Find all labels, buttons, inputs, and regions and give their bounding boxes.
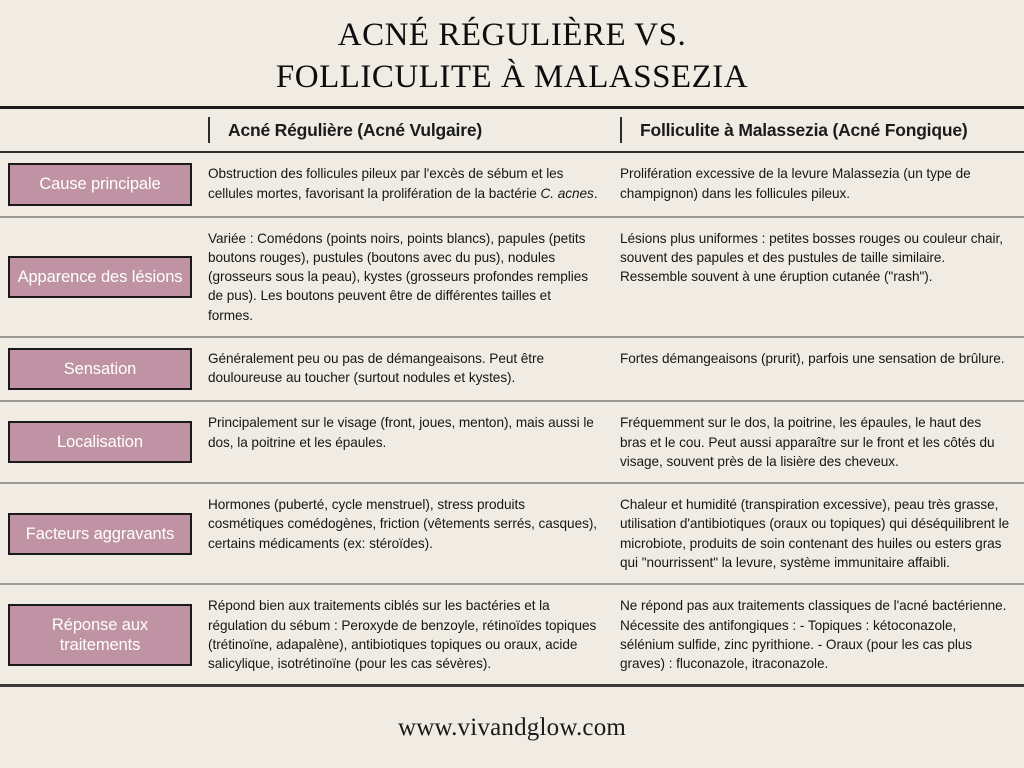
row-cell-column-a: Hormones (puberté, cycle menstruel), stress produits cosmétiques comédogènes, friction (vêtements serrés, casques), certains médicaments (ex: stéroïdes). [208,497,598,551]
row-label-cell [0,585,200,684]
table-row [0,153,1024,217]
comparison-table [0,106,1024,687]
page-title [0,0,1024,106]
table-row [0,218,1024,338]
website-url: www.vivandglow.com [397,713,627,741]
row-cell-column-b: Ne répond pas aux traitements classiques de l'acné bactérienne. Nécessite des antifongiques : - Topiques : kétoconazole, sélénium sulfide, zinc pyrithione. - Oraux (pour les cas plus graves) : fluconazole, itraconazole. [620,598,1007,672]
cell-text-pre: Obstruction des follicules pileux par l'excès de sébum et les cellules mortes, favorisant la prolifération de la bactérie [208,166,564,201]
table-row [0,585,1024,684]
row-label-cell [0,338,200,400]
footer [0,687,1024,768]
header-column-b [612,117,1024,143]
header-column-a [200,117,612,143]
table-row [0,484,1024,585]
row-cell-column-a: Généralement peu ou pas de démangeaisons. Peut être douloureuse au toucher (surtout nodules et kystes). [208,351,545,386]
status-badge: Localisation [8,421,192,463]
title-line-1: ACNÉ RÉGULIÈRE VS. [337,17,687,53]
row-cell-column-b: Lésions plus uniformes : petites bosses rouges ou couleur chair, souvent des papules et des pustules de taille similaire. Ressemble souvent à une éruption cutanée ("rash"). [620,230,1003,285]
row-cell-column-b: Prolifération excessive de la levure Malassezia (un type de champignon) dans les follicules pileux. [620,166,971,201]
row-cell-column-b: Fréquemment sur le dos, la poitrine, les épaules, le haut des bras et le cou. Peut aussi apparaître sur le front et les côtés du visage, souvent près de la lisière des cheveux. [620,415,995,469]
row-cell-column-b: Fortes démangeaisons (prurit), parfois une sensation de brûlure. [620,351,1005,367]
header-column-a-label: Acné Régulière (Acné Vulgaire) [228,119,482,140]
row-label-cell [0,484,200,583]
status-badge: Cause principale [8,163,192,205]
row-label-cell [0,153,200,215]
row-cell-column-b: Chaleur et humidité (transpiration excessive), peau très grasse, utilisation d'antibiotiques (oraux ou topiques) qui déséquilibrent le microbiote, produits de soin contenant des huiles ou esters gras qui "nourrissent" la levure, système immunitaire affaibli. [620,497,1010,570]
status-badge: Sensation [8,348,192,390]
status-badge: Réponse aux traitements [8,604,192,666]
row-cell-column-a: Variée : Comédons (points noirs, points blancs), papules (petits boutons rouges), pustules (boutons avec du pus), nodules (grosseurs sous la peau), kystes (grosseurs profondes remplies de pus). Les boutons peuvent être de différentes tailles et formes. [208,230,588,323]
row-label-cell [0,402,200,482]
status-badge: Facteurs aggravants [8,513,192,555]
cell-text-italic: C. acnes [540,185,594,201]
table-header-row [0,109,1024,153]
title-line-2: FOLLICULITE À MALASSEZIA [275,59,749,96]
status-badge: Apparence des lésions [8,256,192,298]
table-row [0,338,1024,402]
table-row [0,402,1024,484]
divider-tick-icon [620,117,622,143]
divider-tick-icon [208,117,210,143]
row-cell-column-a: Principalement sur le visage (front, joues, menton), mais aussi le dos, la poitrine et les épaules. [208,415,594,450]
row-cell-column-a: Répond bien aux traitements ciblés sur les bactéries et la régulation du sébum : Peroxyde de benzoyle, rétinoïdes topiques (trétinoïne, adapalène), antibiotiques topiques ou oraux, acide salicylique, isotrétinoïne (pour les cas sévères). [208,598,597,672]
cell-text-post: . [593,185,598,201]
row-cell-column-a [200,153,612,215]
row-label-cell [0,218,200,336]
header-column-b-label: Folliculite à Malassezia (Acné Fongique) [640,119,968,140]
